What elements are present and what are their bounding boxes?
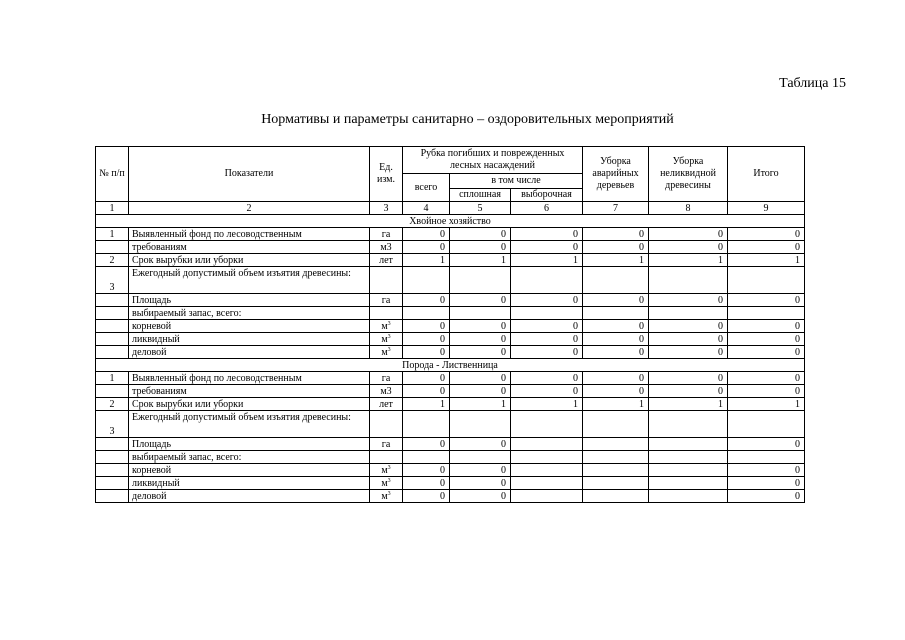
value-cell: 1	[450, 254, 511, 267]
value-cell: 0	[403, 228, 450, 241]
value-cell: 0	[450, 320, 511, 333]
value-cell: 0	[511, 385, 583, 398]
unit-superscript: 3	[387, 333, 391, 340]
row-unit	[370, 320, 403, 333]
value-cell: 0	[403, 438, 450, 451]
row-unit	[370, 372, 403, 385]
value-cell: 0	[511, 346, 583, 359]
value-cell: 0	[403, 241, 450, 254]
unit-text: га	[381, 228, 391, 240]
header-num: № п/п	[96, 147, 129, 202]
table-row	[96, 451, 805, 464]
value-cell	[728, 451, 805, 464]
value-cell	[649, 411, 728, 438]
header-incl: в том числе	[450, 174, 583, 189]
header-row-1	[96, 147, 805, 174]
table-row	[96, 254, 805, 267]
col-number: 9	[728, 202, 805, 215]
value-cell: 0	[728, 320, 805, 333]
value-cell: 0	[450, 372, 511, 385]
row-number: 2	[96, 254, 129, 267]
row-label: корневой	[129, 464, 370, 477]
table-row	[96, 464, 805, 477]
value-cell: 0	[450, 294, 511, 307]
row-number: 1	[96, 372, 129, 385]
row-number	[96, 490, 129, 503]
section-title: Порода - Лиственница	[96, 359, 805, 372]
value-cell: 0	[583, 346, 649, 359]
row-unit	[370, 346, 403, 359]
row-number	[96, 320, 129, 333]
value-cell: 0	[583, 294, 649, 307]
row-label: Площадь	[129, 294, 370, 307]
value-cell: 0	[511, 228, 583, 241]
value-cell: 1	[649, 398, 728, 411]
table-row	[96, 228, 805, 241]
col-number: 3	[370, 202, 403, 215]
row-unit	[370, 333, 403, 346]
row-unit	[370, 477, 403, 490]
table-row	[96, 294, 805, 307]
value-cell	[403, 307, 450, 320]
col-number: 4	[403, 202, 450, 215]
value-cell: 0	[450, 241, 511, 254]
column-number-row	[96, 202, 805, 215]
value-cell	[450, 411, 511, 438]
value-cell: 0	[403, 294, 450, 307]
value-cell: 0	[728, 294, 805, 307]
value-cell	[403, 451, 450, 464]
row-label: выбираемый запас, всего:	[129, 451, 370, 464]
col-number: 5	[450, 202, 511, 215]
value-cell: 0	[728, 385, 805, 398]
table-row	[96, 438, 805, 451]
table-row	[96, 307, 805, 320]
row-label: деловой	[129, 346, 370, 359]
col-number: 8	[649, 202, 728, 215]
table-row	[96, 333, 805, 346]
header-selective: выборочная	[511, 189, 583, 202]
unit-text: га	[381, 294, 391, 306]
value-cell: 0	[649, 372, 728, 385]
header-windfall: Уборка аварийных деревьев	[583, 147, 649, 202]
value-cell: 0	[511, 333, 583, 346]
table-row	[96, 372, 805, 385]
value-cell	[649, 307, 728, 320]
row-number	[96, 464, 129, 477]
document-title	[0, 112, 905, 128]
value-cell: 0	[403, 333, 450, 346]
table-row	[96, 267, 805, 294]
row-unit	[370, 438, 403, 451]
unit-text: м	[381, 477, 388, 489]
unit-text: м3	[380, 241, 392, 253]
table-number: Таблица 15	[779, 76, 846, 91]
section-title-row	[96, 215, 805, 228]
value-cell	[583, 411, 649, 438]
value-cell: 0	[728, 346, 805, 359]
value-cell: 1	[403, 398, 450, 411]
table-row	[96, 398, 805, 411]
value-cell: 0	[649, 320, 728, 333]
value-cell	[583, 490, 649, 503]
row-unit	[370, 254, 403, 267]
value-cell: 0	[450, 438, 511, 451]
value-cell: 0	[450, 228, 511, 241]
row-label: Выявленный фонд по лесоводственным	[129, 228, 370, 241]
value-cell: 0	[450, 477, 511, 490]
unit-superscript: 3	[387, 464, 391, 471]
value-cell: 1	[728, 254, 805, 267]
row-unit	[370, 411, 403, 438]
value-cell	[649, 451, 728, 464]
value-cell: 1	[511, 254, 583, 267]
value-cell: 1	[403, 254, 450, 267]
value-cell: 0	[728, 477, 805, 490]
row-number	[96, 385, 129, 398]
value-cell: 0	[583, 241, 649, 254]
value-cell	[583, 307, 649, 320]
unit-text: лет	[379, 254, 393, 266]
row-number: 3	[96, 267, 129, 294]
header-unmerch: Уборка неликвидной древесины	[649, 147, 728, 202]
unit-text: м	[381, 320, 388, 332]
table-row	[96, 490, 805, 503]
row-unit	[370, 307, 403, 320]
value-cell	[450, 451, 511, 464]
unit-text: м	[381, 490, 388, 502]
row-number	[96, 307, 129, 320]
value-cell	[583, 438, 649, 451]
row-number: 3	[96, 411, 129, 438]
table-row	[96, 385, 805, 398]
value-cell	[583, 464, 649, 477]
value-cell	[511, 464, 583, 477]
row-label: деловой	[129, 490, 370, 503]
value-cell: 0	[450, 385, 511, 398]
value-cell: 0	[583, 320, 649, 333]
row-number: 2	[96, 398, 129, 411]
header-sum: Итого	[728, 147, 805, 202]
value-cell: 0	[583, 385, 649, 398]
table-row	[96, 320, 805, 333]
header-clear: сплошная	[450, 189, 511, 202]
value-cell: 0	[403, 464, 450, 477]
row-unit	[370, 451, 403, 464]
value-cell	[511, 490, 583, 503]
table-row	[96, 411, 805, 438]
header-total-all: всего	[403, 174, 450, 202]
value-cell	[649, 477, 728, 490]
row-unit	[370, 464, 403, 477]
row-label: Ежегодный допустимый объем изъятия древесины:	[129, 267, 370, 294]
row-label: Выявленный фонд по лесоводственным	[129, 372, 370, 385]
col-number: 1	[96, 202, 129, 215]
header-indicator: Показатели	[129, 147, 370, 202]
value-cell	[583, 451, 649, 464]
value-cell	[649, 438, 728, 451]
unit-text: м	[381, 333, 388, 345]
value-cell: 0	[649, 385, 728, 398]
section-title: Хвойное хозяйство	[96, 215, 805, 228]
unit-text: лет	[379, 398, 393, 410]
value-cell: 0	[728, 333, 805, 346]
value-cell	[403, 267, 450, 294]
row-label: выбираемый запас, всего:	[129, 307, 370, 320]
row-label: Ежегодный допустимый объем изъятия древесины:	[129, 411, 370, 438]
row-label: ликвидный	[129, 333, 370, 346]
value-cell: 0	[511, 241, 583, 254]
header-unit: Ед. изм.	[370, 147, 403, 202]
col-number: 7	[583, 202, 649, 215]
value-cell: 0	[511, 294, 583, 307]
value-cell: 0	[583, 333, 649, 346]
row-label: Срок вырубки или уборки	[129, 398, 370, 411]
unit-superscript: 3	[387, 477, 391, 484]
value-cell: 1	[583, 254, 649, 267]
value-cell: 0	[450, 333, 511, 346]
value-cell: 0	[728, 228, 805, 241]
value-cell: 0	[649, 294, 728, 307]
value-cell	[649, 267, 728, 294]
row-number: 1	[96, 228, 129, 241]
row-unit	[370, 385, 403, 398]
row-label: Площадь	[129, 438, 370, 451]
unit-text: м	[381, 464, 388, 476]
value-cell: 1	[649, 254, 728, 267]
value-cell: 0	[728, 241, 805, 254]
row-label: требованиям	[129, 241, 370, 254]
value-cell: 1	[583, 398, 649, 411]
value-cell: 0	[403, 346, 450, 359]
col-number: 6	[511, 202, 583, 215]
row-label: корневой	[129, 320, 370, 333]
row-unit	[370, 241, 403, 254]
value-cell: 0	[511, 372, 583, 385]
header-felling: Рубка погибших и поврежденных лесных насаждений	[403, 147, 583, 174]
value-cell: 0	[403, 490, 450, 503]
value-cell: 0	[450, 464, 511, 477]
value-cell	[728, 307, 805, 320]
unit-superscript: 3	[387, 320, 391, 327]
value-cell: 0	[403, 477, 450, 490]
value-cell: 0	[728, 490, 805, 503]
value-cell: 0	[649, 228, 728, 241]
value-cell: 0	[450, 490, 511, 503]
document-title-text: Нормативы и параметры санитарно – оздоровительных мероприятий	[261, 112, 674, 127]
value-cell: 0	[403, 372, 450, 385]
value-cell: 1	[511, 398, 583, 411]
col-number: 2	[129, 202, 370, 215]
section-title-row	[96, 359, 805, 372]
value-cell	[511, 267, 583, 294]
row-number	[96, 346, 129, 359]
value-cell: 0	[450, 346, 511, 359]
unit-text: га	[381, 438, 391, 450]
row-unit	[370, 294, 403, 307]
row-unit	[370, 267, 403, 294]
value-cell	[511, 451, 583, 464]
table-row	[96, 346, 805, 359]
row-label: ликвидный	[129, 477, 370, 490]
row-unit	[370, 398, 403, 411]
norms-table	[95, 146, 805, 503]
value-cell	[728, 411, 805, 438]
value-cell: 1	[450, 398, 511, 411]
table-row	[96, 241, 805, 254]
value-cell: 0	[583, 228, 649, 241]
row-number	[96, 438, 129, 451]
value-cell: 0	[511, 320, 583, 333]
value-cell	[583, 477, 649, 490]
row-number	[96, 294, 129, 307]
row-number	[96, 241, 129, 254]
value-cell	[450, 267, 511, 294]
value-cell	[649, 490, 728, 503]
value-cell: 0	[649, 241, 728, 254]
value-cell	[511, 438, 583, 451]
unit-superscript: 3	[387, 490, 391, 497]
row-label: требованиям	[129, 385, 370, 398]
row-number	[96, 477, 129, 490]
value-cell	[511, 477, 583, 490]
unit-text: га	[381, 372, 391, 384]
value-cell: 0	[403, 320, 450, 333]
value-cell	[728, 267, 805, 294]
unit-text: м3	[380, 385, 392, 397]
row-label: Срок вырубки или уборки	[129, 254, 370, 267]
row-number	[96, 333, 129, 346]
value-cell: 1	[728, 398, 805, 411]
value-cell: 0	[649, 333, 728, 346]
row-unit	[370, 228, 403, 241]
row-unit	[370, 490, 403, 503]
unit-text: м	[381, 346, 388, 358]
value-cell	[511, 307, 583, 320]
value-cell	[511, 411, 583, 438]
table-row	[96, 477, 805, 490]
unit-superscript: 3	[387, 346, 391, 353]
value-cell	[450, 307, 511, 320]
value-cell: 0	[649, 346, 728, 359]
value-cell: 0	[728, 372, 805, 385]
value-cell: 0	[728, 438, 805, 451]
row-number	[96, 451, 129, 464]
value-cell: 0	[403, 385, 450, 398]
value-cell: 0	[728, 464, 805, 477]
value-cell	[403, 411, 450, 438]
value-cell: 0	[583, 372, 649, 385]
value-cell	[649, 464, 728, 477]
value-cell	[583, 267, 649, 294]
